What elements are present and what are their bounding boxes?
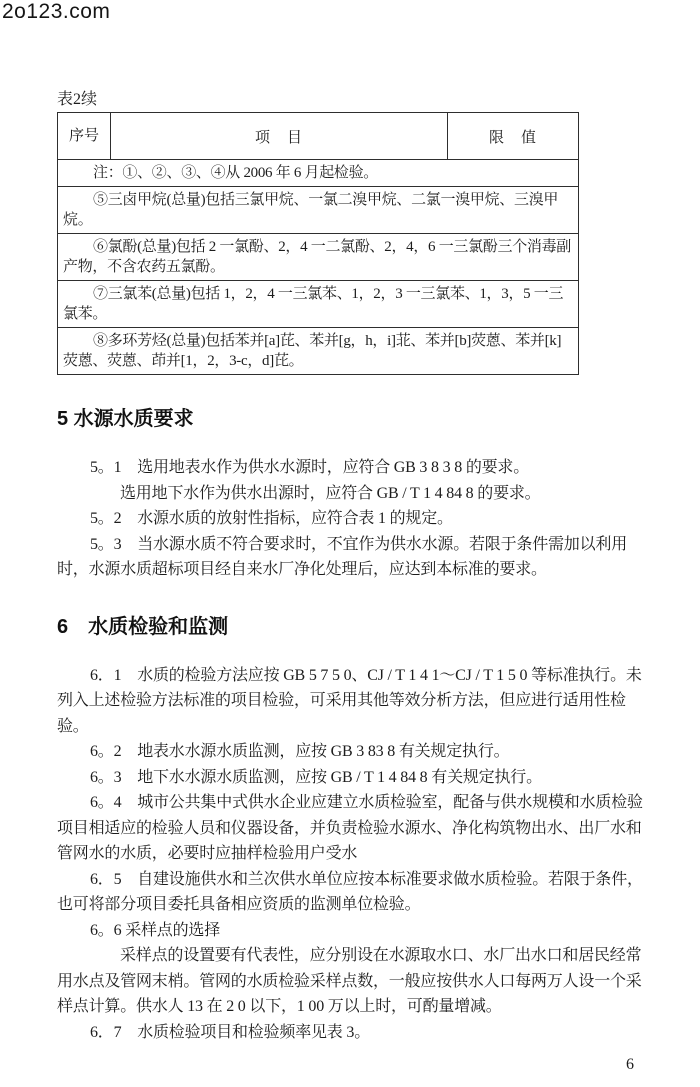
- table-note: ⑥氯酚(总量)包括 2 一氯酚、2，4 一二氯酚、2，4，6 一三氯酚三个消毒副产物，不含农药五氯酚。: [58, 234, 579, 281]
- column-header-serial: 序号: [58, 113, 111, 160]
- page-content: [57, 0, 650, 1045]
- paragraph-6-1: 6．1 水质的检验方法应按 GB 5 7 5 0、CJ / T 1 4 1～CJ / T 1 5 0 等标准执行。未列入上述检验方法标准的项目检验，可采用其他等效分析方法，但应进行适用性检验。: [57, 666, 642, 735]
- table-note: ⑤三卤甲烷(总量)包括三氯甲烷、一氯二溴甲烷、二氯一溴甲烷、三溴甲烷。: [58, 187, 579, 234]
- paragraph-6-4: 6。4 城市公共集中式供水企业应建立水质检验室，配备与供水规模和水质检验项目相适应的检验人员和仪器设备，并负责检验水源水、净化构筑物出水、出厂水和管网水的水质，必要时应抽样检验用户受水: [57, 794, 643, 862]
- table-row: [58, 160, 579, 187]
- table-caption: 表2续: [57, 91, 98, 108]
- paragraph-5-1-continued: 选用地下水作为供水出源时，应符合 GB / T 1 4 84 8 的要求。: [120, 484, 541, 502]
- paragraph-5-3: 5。3 当水源水质不符合要求时，不宜作为供水水源。若限于条件需加以利用时，水源水质超标项目经自来水厂净化处理后，应达到本标准的要求。: [57, 535, 628, 578]
- table-note: ⑧多环芳烃(总量)包括苯并[a]芘、苯并[g，h，i]苝、苯并[b]荧蒽、苯并[k]荧蒽、荧蒽、茚并[1，2，3-c，d]芘。: [58, 328, 579, 375]
- section-6-heading: 6 水质检验和监测: [57, 615, 229, 638]
- table-note: 注：①、②、③、④从 2006 年 6 月起检验。: [58, 160, 579, 187]
- column-header-limit: 限 值: [448, 113, 579, 160]
- table-header-row: [58, 113, 579, 160]
- paragraph-6-6-body: 采样点的设置要有代表性，应分别设在水源取水口、水厂出水口和居民经常用水点及管网末梢。管网的水质检验采样点数，一般应按供水人口每两万人设一个采样点计算。供水人 13 在 2 0 以下，1 00 万以上时，可酌量增减。: [57, 947, 642, 1015]
- watermark: 2o123.com: [2, 0, 111, 23]
- section-5-heading: 5 水源水质要求: [57, 408, 194, 430]
- paragraph-6-5: 6．5 自建设施供水和兰次供水单位应按本标准要求做水质检验。若限于条件，也可将部分项目委托具备相应资质的监测单位检验。: [57, 870, 643, 913]
- paragraph-6-6: 6。6 采样点的选择: [90, 921, 221, 939]
- paragraph-6-2: 6。2 地表水水源水质监测，应按 GB 3 83 8 有关规定执行。: [90, 743, 510, 760]
- page-number: 6: [626, 1056, 634, 1073]
- paragraph-6-3: 6。3 地下水水源水质监测，应按 GB / T 1 4 84 8 有关规定执行。: [90, 768, 542, 786]
- table-note: ⑦三氯苯(总量)包括 1，2，4 一三氯苯、1，2，3 一三氯苯、1，3，5 一三氯苯。: [58, 281, 579, 328]
- paragraph-5-2: 5。2 水源水质的放射性指标，应符合表 1 的规定。: [90, 510, 453, 527]
- column-header-item: 项 目: [111, 113, 448, 160]
- limits-table: [57, 112, 579, 375]
- paragraph-6-7: 6．7 水质检验项目和检验频率见表 3。: [90, 1023, 371, 1041]
- table-row: [58, 187, 579, 234]
- table-row: [58, 281, 579, 328]
- table-row: [58, 328, 579, 375]
- paragraph-5-1: 5。1 选用地表水作为供水水源时，应符合 GB 3 8 3 8 的要求。: [90, 459, 530, 476]
- table-row: [58, 234, 579, 281]
